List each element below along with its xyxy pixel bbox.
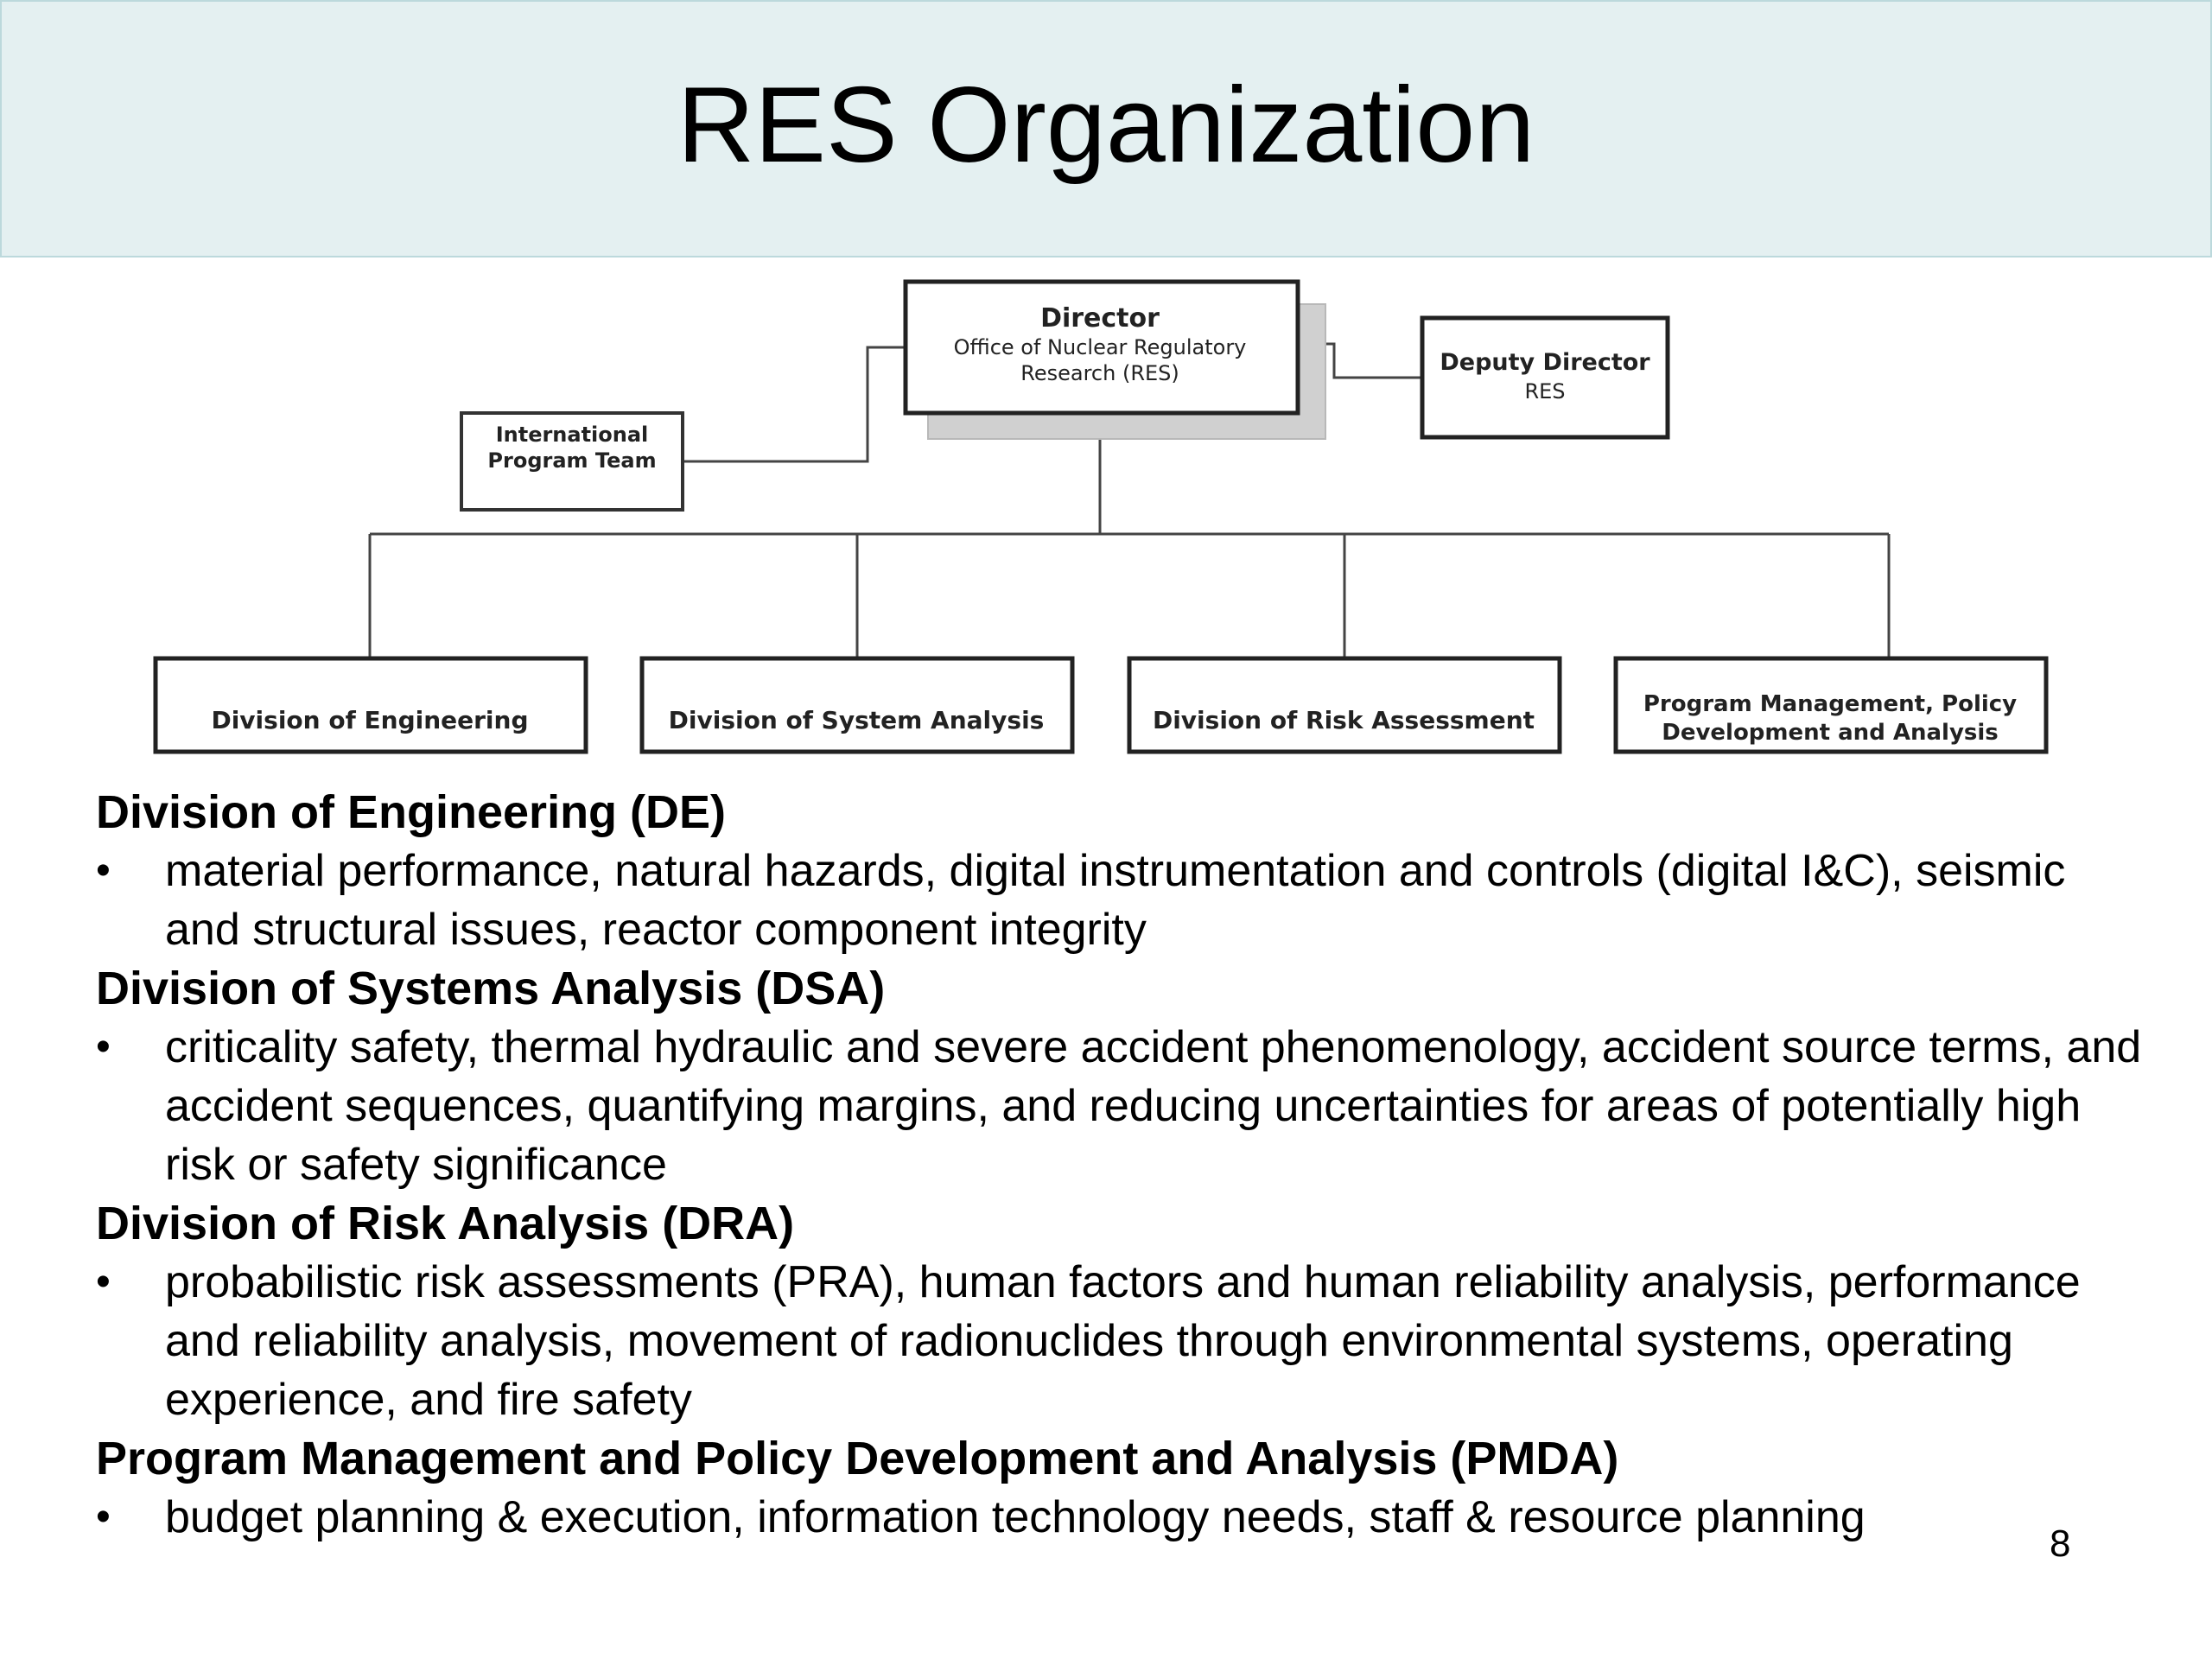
section-bullets [96, 1488, 2152, 1547]
section-bullet-text: criticality safety, thermal hydraulic and severe accident phenomenology, accident source terms, and accident sequences, quantifying margins, and reducing uncertainties for areas of potentially high risk or safety significance [165, 1022, 2142, 1190]
bullet-icon: • [96, 1494, 111, 1540]
deputy-director-title: Deputy Director [1440, 349, 1650, 376]
division-descriptions [96, 783, 2152, 1547]
section-bullets [96, 842, 2152, 959]
director-office: Office of Nuclear Regulatory [953, 335, 1247, 359]
bullet-icon: • [96, 1259, 111, 1305]
section-bullet-text: budget planning & execution, information technology needs, staff & resource planning [165, 1492, 1866, 1542]
org-chart [0, 259, 2212, 769]
section-bullet-text: material performance, natural hazards, digital instrumentation and controls (digital I&C), seismic and structural issues, reactor component integrity [165, 846, 2066, 955]
section-bullets [96, 1018, 2152, 1194]
section-bullet-text: probabilistic risk assessments (PRA), human factors and human reliability analysis, performance and reliability analysis, movement of radionuclides through environmental systems, operating experience, and fire safety [165, 1257, 2081, 1425]
section-bullets [96, 1253, 2152, 1429]
director-title: Director [1040, 303, 1160, 334]
list-item [96, 1253, 2152, 1429]
international-line2: Program Team [487, 448, 657, 473]
division-box-system-analysis [642, 658, 1072, 752]
bullet-icon: • [96, 848, 111, 893]
division-box-risk-assessment [1129, 658, 1560, 752]
division-system-analysis-label: Division of System Analysis [668, 706, 1045, 734]
section-risk-analysis [96, 1194, 2152, 1429]
list-item [96, 842, 2152, 959]
section-systems-analysis [96, 959, 2152, 1194]
division-engineering-label: Division of Engineering [211, 706, 529, 734]
director-office-abbrev: Research (RES) [1020, 361, 1179, 385]
bullet-icon: • [96, 1024, 111, 1070]
division-risk-assessment-label: Division of Risk Assessment [1152, 706, 1535, 734]
international-program-team-box [461, 413, 683, 510]
division-program-management-line1: Program Management, Policy [1643, 691, 2018, 717]
section-heading: Division of Risk Analysis (DRA) [96, 1198, 795, 1249]
list-item [96, 1488, 2152, 1547]
section-heading: Division of Systems Analysis (DSA) [96, 963, 886, 1014]
section-program-management [96, 1429, 2152, 1547]
international-line1: International [495, 423, 649, 447]
page-number: 8 [2050, 1522, 2071, 1565]
title-band [0, 0, 2212, 257]
director-box [906, 282, 1298, 413]
division-program-management-line2: Development and Analysis [1662, 720, 1999, 746]
section-heading: Program Management and Policy Development and Analysis (PMDA) [96, 1433, 1619, 1484]
division-box-engineering [156, 658, 586, 752]
list-item [96, 1018, 2152, 1194]
section-heading: Division of Engineering (DE) [96, 786, 727, 838]
slide-title: RES Organization [677, 66, 1535, 185]
deputy-director-box [1422, 318, 1668, 437]
section-engineering [96, 783, 2152, 959]
deputy-director-office: RES [1524, 379, 1566, 404]
division-box-program-management [1616, 658, 2046, 752]
